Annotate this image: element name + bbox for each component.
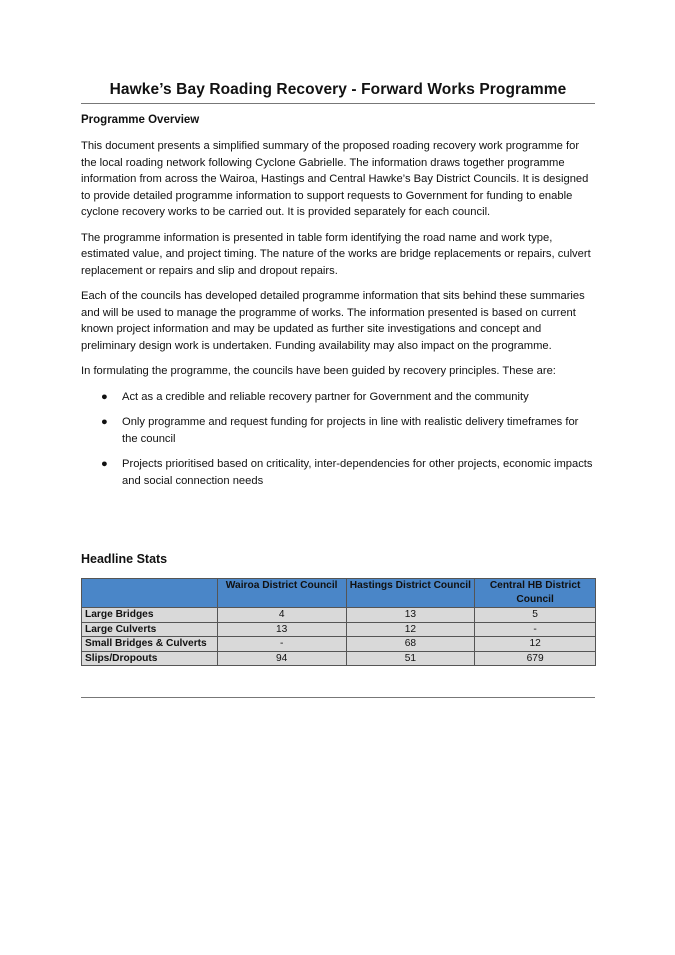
row-label: Large Bridges bbox=[82, 608, 218, 623]
title-divider bbox=[81, 103, 595, 104]
column-header: Wairoa District Council bbox=[217, 579, 346, 608]
table-cell: 94 bbox=[217, 651, 346, 666]
table-cell: 68 bbox=[346, 637, 475, 652]
list-item bbox=[81, 414, 595, 447]
bullet-icon: ● bbox=[101, 390, 108, 403]
table-cell: 5 bbox=[475, 608, 596, 623]
table-cell: 51 bbox=[346, 651, 475, 666]
overview-content bbox=[81, 138, 595, 498]
list-item-text: Only programme and request funding for projects in line with realistic delivery timeframes for the council bbox=[122, 416, 579, 445]
row-label: Small Bridges & Culverts bbox=[82, 637, 218, 652]
list-item bbox=[81, 456, 595, 489]
table-cell: 679 bbox=[475, 651, 596, 666]
row-label: Slips/Dropouts bbox=[82, 651, 218, 666]
overview-paragraph: The programme information is presented in table form identifying the road name and work type, estimated value, and project timing. The nature of the works are bridge replacements or repairs, culvert replacement or repairs and slip and dropout repairs. bbox=[81, 231, 591, 277]
overview-paragraph: In formulating the programme, the councils have been guided by recovery principles. These are: bbox=[81, 365, 556, 377]
table-cell: 12 bbox=[346, 622, 475, 637]
bullet-icon: ● bbox=[101, 458, 108, 470]
principles-list bbox=[81, 389, 595, 490]
headline-stats-table bbox=[81, 578, 596, 666]
table-cell: - bbox=[475, 622, 596, 637]
table-row bbox=[82, 622, 596, 637]
table-row bbox=[82, 637, 596, 652]
stats-heading: Headline Stats bbox=[81, 552, 168, 566]
list-item-text: Act as a credible and reliable recovery partner for Government and the community bbox=[122, 390, 529, 403]
document-title: Hawke’s Bay Roading Recovery - Forward Works Programme bbox=[109, 81, 567, 98]
table-header-row bbox=[82, 579, 596, 608]
list-item bbox=[81, 389, 595, 406]
table-row bbox=[82, 651, 596, 666]
overview-paragraph: Each of the councils has developed detailed programme information that sits behind these summaries and will be used to manage the programme of works. The information presented is based on current known project information and may be updated as further site investigations and concept and preliminary design work is undertaken. Funding availability may also impact on the programme. bbox=[81, 290, 585, 352]
column-header: Central HB District Council bbox=[475, 579, 596, 608]
column-header: Hastings District Council bbox=[346, 579, 475, 608]
bullet-icon: ● bbox=[101, 416, 108, 428]
bottom-divider bbox=[81, 697, 595, 698]
table-cell: 13 bbox=[217, 622, 346, 637]
table-row bbox=[82, 608, 596, 623]
table-cell: 12 bbox=[475, 637, 596, 652]
table-cell: - bbox=[217, 637, 346, 652]
table-cell: 4 bbox=[217, 608, 346, 623]
overview-heading: Programme Overview bbox=[81, 114, 200, 126]
row-label: Large Culverts bbox=[82, 622, 218, 637]
column-header bbox=[82, 579, 218, 608]
list-item-text: Projects prioritised based on criticality, inter-dependencies for other projects, economic impacts and social connection needs bbox=[122, 458, 593, 487]
overview-paragraph: This document presents a simplified summary of the proposed roading recovery work programme for the local roading network following Cyclone Gabrielle. The information draws together programme information from across the Wairoa, Hastings and Central Hawke’s Bay District Councils. It is designed to provide detailed programme information to support requests to Government for funding to enable cyclone recovery works to be carried out. It is provided separately for each council. bbox=[81, 140, 589, 218]
table-cell: 13 bbox=[346, 608, 475, 623]
